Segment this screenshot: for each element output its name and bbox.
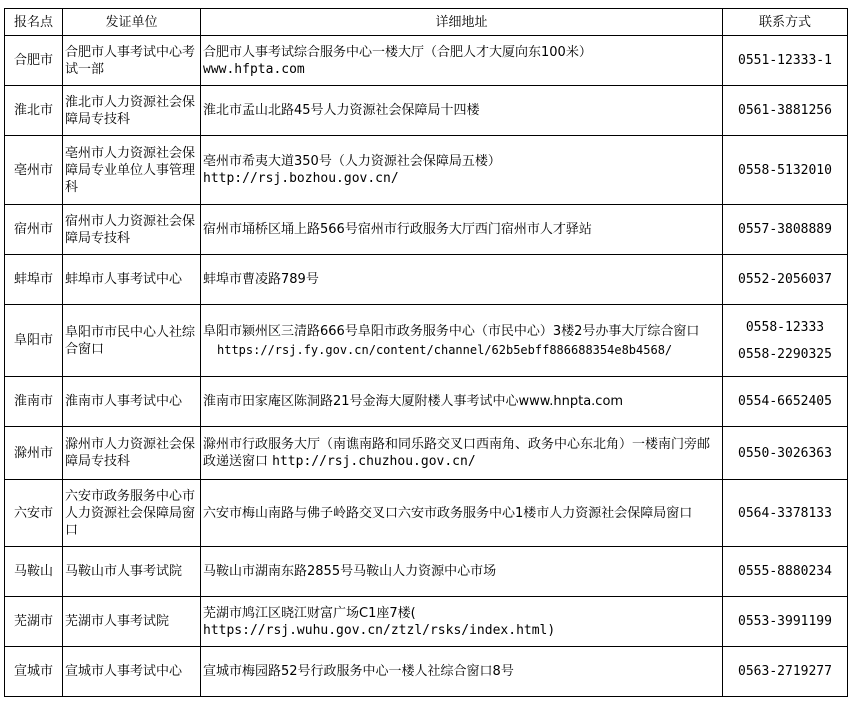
header-contact: 联系方式	[723, 9, 848, 36]
table-row	[5, 647, 848, 697]
address-text: 芜湖市鸠江区晓江财富广场C1座7楼(	[203, 605, 416, 621]
city-cell: 宿州市	[5, 205, 63, 255]
unit-cell: 淮北市人力资源社会保障局专技科	[63, 86, 201, 136]
address-cell	[201, 36, 723, 86]
address-cell	[201, 86, 723, 136]
phone-cell: 0553-3991199	[723, 597, 848, 647]
unit-cell: 芜湖市人事考试院	[63, 597, 201, 647]
city-cell: 芜湖市	[5, 597, 63, 647]
address-text: 六安市梅山南路与佛子岭路交叉口六安市政务服务中心1楼市人力资源社会保障局窗口	[203, 505, 693, 521]
phone-cell: 0564-3378133	[723, 480, 848, 547]
table-row	[5, 36, 848, 86]
unit-cell: 淮南市人事考试中心	[63, 377, 201, 427]
phone-primary: 0558-12333	[745, 319, 825, 335]
header-address: 详细地址	[201, 9, 723, 36]
city-cell: 宣城市	[5, 647, 63, 697]
unit-cell: 宿州市人力资源社会保障局专技科	[63, 205, 201, 255]
address-text: 马鞍山市湖南东路2855号马鞍山人力资源中心市场	[203, 564, 497, 579]
unit-cell: 合肥市人事考试中心考试一部	[63, 36, 201, 86]
phone-cell: 0557-3808889	[723, 205, 848, 255]
header-issuer: 发证单位	[63, 9, 201, 36]
address-cell	[201, 597, 723, 647]
address-text: 淮北市孟山北路45号人力资源社会保障局十四楼	[203, 103, 480, 118]
city-cell: 滁州市	[5, 427, 63, 480]
phone-cell: 0552-2056037	[723, 255, 848, 305]
table-row	[5, 377, 848, 427]
table-header-row	[5, 9, 848, 36]
table-row	[5, 427, 848, 480]
phone-cell: 0554-6652405	[723, 377, 848, 427]
table-row	[5, 86, 848, 136]
address-cell	[201, 205, 723, 255]
address-text: 蚌埠市曹凌路789号	[203, 272, 319, 287]
table-row	[5, 255, 848, 305]
address-cell	[201, 547, 723, 597]
address-cell	[201, 480, 723, 547]
address-link[interactable]: http://rsj.chuzhou.gov.cn/	[272, 454, 476, 469]
phone-cell	[723, 305, 848, 377]
unit-cell: 宣城市人事考试中心	[63, 647, 201, 697]
table-row	[5, 597, 848, 647]
city-cell: 蚌埠市	[5, 255, 63, 305]
phone-cell: 0555-8880234	[723, 547, 848, 597]
table-row	[5, 305, 848, 377]
address-text: 淮南市田家庵区陈洞路21号金海大厦附楼人事考试中心www.hnpta.com	[203, 394, 624, 409]
city-cell: 马鞍山	[5, 547, 63, 597]
phone-cell: 0551-12333-1	[723, 36, 848, 86]
header-location: 报名点	[5, 9, 63, 36]
city-cell: 淮北市	[5, 86, 63, 136]
address-link[interactable]: https://rsj.fy.gov.cn/content/channel/62b5ebff886688354e8b4568/	[217, 342, 673, 357]
unit-cell: 马鞍山市人事考试院	[63, 547, 201, 597]
address-text: 宣城市梅园路52号行政服务中心一楼人社综合窗口8号	[203, 664, 514, 679]
phone-cell: 0561-3881256	[723, 86, 848, 136]
address-cell	[201, 136, 723, 205]
address-cell	[201, 647, 723, 697]
unit-cell: 六安市政务服务中心市人力资源社会保障局窗口	[63, 480, 201, 547]
city-cell: 六安市	[5, 480, 63, 547]
address-text: 合肥市人事考试综合服务中心一楼大厅（合肥人才大厦向东100米）	[203, 44, 592, 60]
unit-cell: 蚌埠市人事考试中心	[63, 255, 201, 305]
city-cell: 合肥市	[5, 36, 63, 86]
address-text: 宿州市埇桥区埇上路566号宿州市行政服务大厅西门宿州市人才驿站	[203, 222, 592, 237]
table-row	[5, 136, 848, 205]
unit-cell: 亳州市人力资源社会保障局专业单位人事管理科	[63, 136, 201, 205]
address-cell	[201, 427, 723, 480]
exam-location-table	[4, 8, 848, 697]
phone-cell: 0550-3026363	[723, 427, 848, 480]
address-text: 亳州市希夷大道350号（人力资源社会保障局五楼）	[203, 154, 501, 169]
city-cell: 亳州市	[5, 136, 63, 205]
phone-secondary: 0558-2290325	[738, 346, 832, 362]
address-cell	[201, 255, 723, 305]
phone-cell: 0558-5132010	[723, 136, 848, 205]
address-text: 阜阳市颍州区三清路666号阜阳市政务服务中心（市民中心）3楼2号办事大厅综合窗口	[203, 323, 700, 339]
unit-cell: 滁州市人力资源社会保障局专技科	[63, 427, 201, 480]
address-text: 滁州市行政服务大厅（南谯南路和同乐路交叉口西南角、政务中心东北角）一楼南门旁邮政递送窗口	[203, 437, 711, 469]
address-link[interactable]: http://rsj.bozhou.gov.cn/	[203, 171, 399, 186]
table-row	[5, 480, 848, 547]
address-link[interactable]: www.hfpta.com	[203, 61, 305, 77]
address-link[interactable]: https://rsj.wuhu.gov.cn/ztzl/rsks/index.html)	[203, 622, 556, 638]
unit-cell: 阜阳市市民中心人社综合窗口	[63, 305, 201, 377]
city-cell: 淮南市	[5, 377, 63, 427]
city-cell: 阜阳市	[5, 305, 63, 377]
address-cell	[201, 377, 723, 427]
address-cell	[201, 305, 723, 377]
table-row	[5, 547, 848, 597]
phone-cell: 0563-2719277	[723, 647, 848, 697]
table-row	[5, 205, 848, 255]
